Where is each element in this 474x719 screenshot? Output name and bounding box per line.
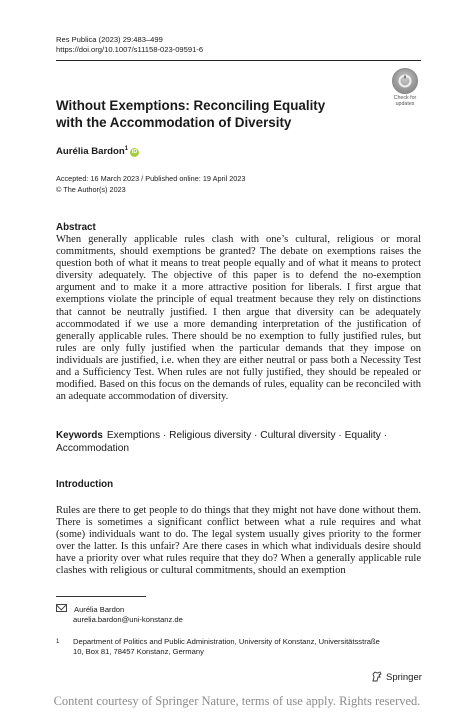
title-line-1: Without Exemptions: Reconciling Equality [56, 98, 326, 113]
introduction-heading: Introduction [56, 479, 114, 490]
orcid-icon[interactable]: iD [131, 149, 138, 156]
contact-name: Aurélia Bardon [74, 605, 125, 614]
abstract-heading: Abstract [56, 222, 96, 233]
dates-line: Accepted: 16 March 2023 / Published online: 19 April 2023 [56, 174, 246, 183]
abstract-text: When generally applicable rules clash with one’s cultural, religious or moral commitments, should exemptions be granted? The debate on exemptions raises the question both of what it means to treat people equally and of what it means to protect diversity adequately. The objective of this paper is to defend the no-exemption argument and to make it a more attractive position for liberals. I first argue that exemptions violate the principle of equal treatment because they rely on distinctions that cannot be neutrally justified. I then argue that diversity can be adequately accommodated if we use a more demanding interpretation of the justification of generally applicable rules. There should be no exemption to fully justified rules, but rules are only fully justified when the particular demands that they impose on individuals are justified, i.e. when they are either neutral or pass both a Necessity Test and a Sufficiency Test. When rules are not fully justified, they should be repealed or modified. Based on this focus on the demands of rules, equality can be reconciled with an adequate accommodation of diversity. [56, 234, 421, 403]
doi-link[interactable]: https://doi.org/10.1007/s11158-023-09591-6 [56, 45, 204, 54]
affiliation-footnote [56, 637, 380, 657]
copyright-line: © The Author(s) 2023 [56, 184, 126, 194]
courtesy-notice: Content courtesy of Springer Nature, terms of use apply. Rights reserved. [53, 694, 421, 708]
keywords-list: Exemptions · Religious diversity · Cultural diversity · Equality · Accommodation [56, 430, 388, 454]
check-for-updates-icon [392, 68, 418, 94]
publisher-logo [371, 671, 422, 683]
journal-citation: Res Publica (2023) 29:483–499 [56, 35, 163, 44]
check-for-updates-label: Check for updates [393, 95, 417, 107]
corresponding-author [56, 604, 183, 625]
publication-dates [56, 174, 245, 195]
contact-email[interactable]: aurelia.bardon@uni-konstanz.de [73, 615, 183, 624]
springer-horse-icon [371, 671, 383, 682]
article-title [56, 97, 356, 131]
header-rule [56, 60, 421, 61]
check-for-updates-badge[interactable] [388, 68, 422, 107]
affiliation-number: 1 [56, 639, 60, 645]
journal-header [56, 35, 203, 55]
envelope-icon [56, 604, 67, 612]
author-line [56, 146, 139, 157]
title-line-2: with the Accommodation of Diversity [56, 115, 292, 130]
author-name[interactable]: Aurélia Bardon [56, 146, 125, 158]
affiliation-text: Department of Politics and Public Administration, University of Konstanz, Universitätsstraße 10, Box 81, 78457 Konstanz, Germany [73, 637, 380, 656]
introduction-text: Rules are there to get people to do things that they might not have done without them. There is sometimes a significant conflict between what a rule requires and what (some) individuals want to do. The legal system usually gives priority to the former over the latter. Is this unfair? Are there cases in which what individuals desire should have a priority over what rules require that they do? When a generally applicable rule clashes with religious or cultural commitments, should an exemption [56, 505, 421, 577]
keywords [56, 430, 421, 455]
publisher-name: Springer [386, 672, 422, 683]
keywords-label: Keywords [56, 430, 103, 441]
footnote-rule [56, 596, 146, 597]
affiliation-mark: 1 [124, 146, 129, 152]
